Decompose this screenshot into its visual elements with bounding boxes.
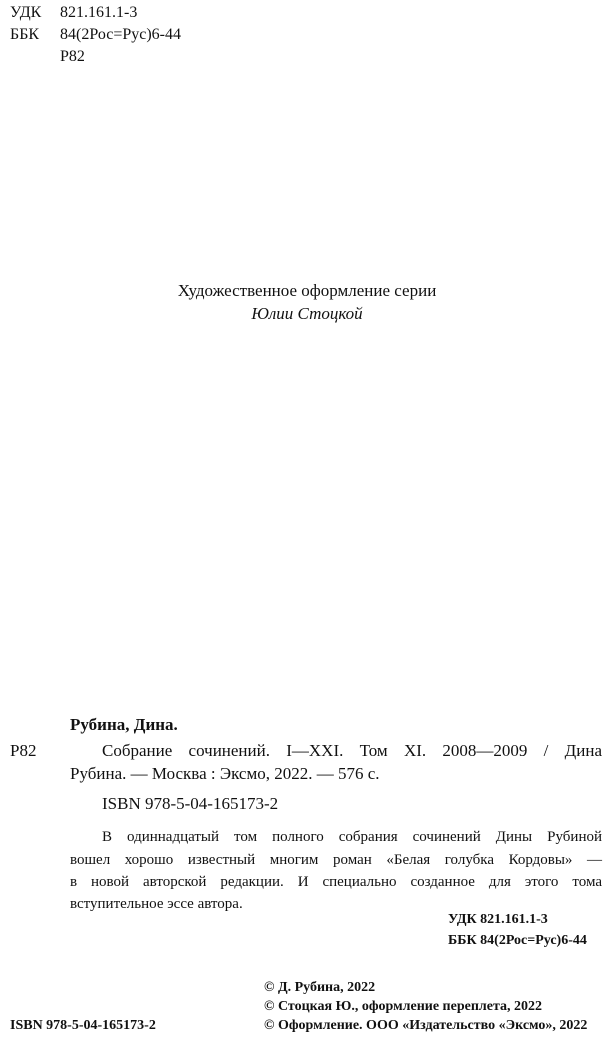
annotation-line4: вступительное эссе автора.: [70, 896, 243, 912]
bbk-value: 84(2Рос=Рус)6-44: [60, 26, 182, 43]
annotation-line3: в новой авторской редакции. И специально созданное для этого тома: [70, 874, 602, 890]
udk-label: УДК: [10, 4, 42, 21]
copyright-line2: © Стоцкая Ю., оформление переплета, 2022: [264, 999, 543, 1014]
series-design-line1: Художественное оформление серии: [177, 281, 437, 300]
author-mark-card: Р82: [10, 741, 37, 760]
isbn-bottom: ISBN 978-5-04-165173-2: [10, 1018, 156, 1033]
udk-full: УДК 821.161.1-3: [448, 912, 548, 927]
bbk-full: ББК 84(2Рос=Рус)6-44: [448, 933, 587, 948]
author-mark-top: Р82: [60, 48, 85, 65]
copyright-line1: © Д. Рубина, 2022: [264, 980, 376, 995]
bbk-label: ББК: [10, 26, 40, 43]
copyright-line3: © Оформление. ООО «Издательство «Эксмо», 2022: [264, 1018, 588, 1033]
title-line1: Собрание сочинений. I—XXI. Том XI. 2008—2009 / Дина: [102, 741, 602, 760]
title-line2: Рубина. — Москва : Эксмо, 2022. — 576 с.: [70, 764, 380, 783]
annotation-line1: В одиннадцатый том полного собрания сочинений Дины Рубиной: [102, 829, 602, 845]
author-heading: Рубина, Дина.: [70, 715, 178, 734]
annotation-line2: вошел хорошо известный многим роман «Белая голубка Кордовы» —: [70, 852, 602, 868]
isbn-card: ISBN 978-5-04-165173-2: [102, 794, 279, 813]
udk-value: 821.161.1-3: [60, 4, 138, 21]
series-design-line2: Юлии Стоцкой: [251, 304, 363, 323]
